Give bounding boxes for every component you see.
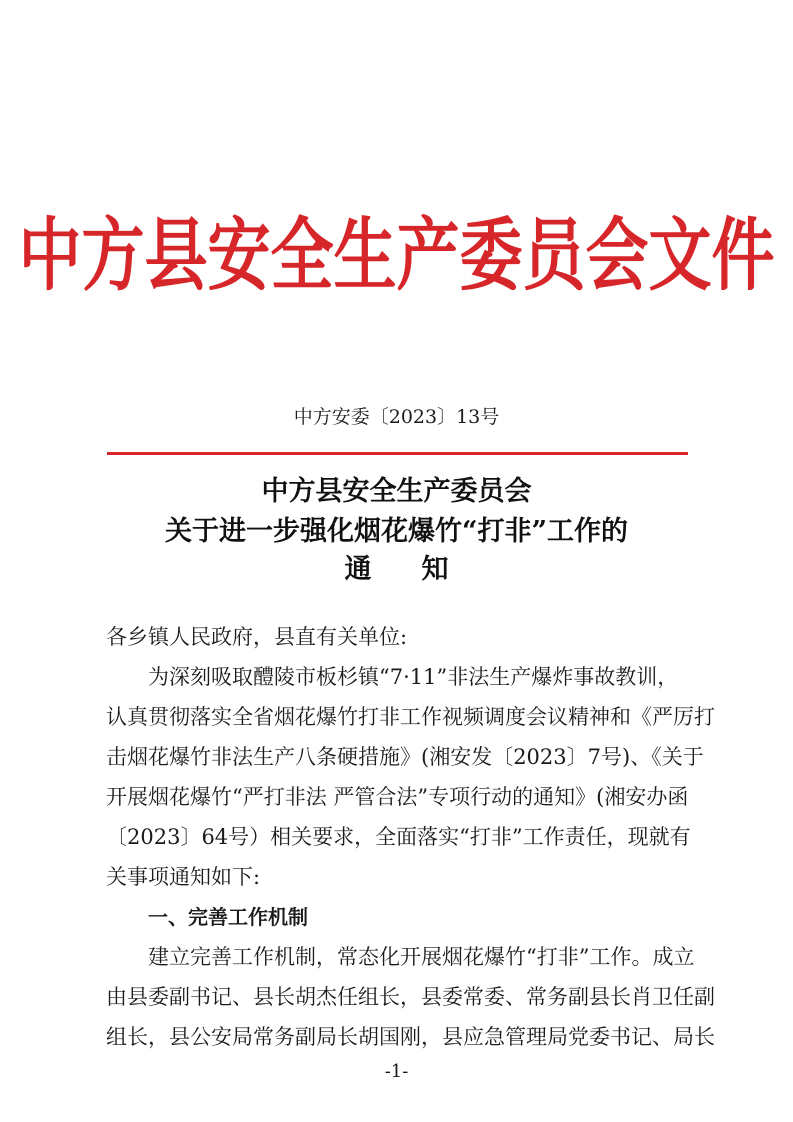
salutation: 各乡镇人民政府，县直有关单位:: [106, 625, 408, 649]
page-number: -1-: [384, 1061, 409, 1082]
red-divider-line: [107, 452, 688, 455]
paragraph-1-line-3: 击烟花爆竹非法生产八条硬措施》(湘安发〔2023〕7号)、《关于: [106, 745, 704, 769]
paragraph-1-line-5: 〔2023〕64号）相关要求，全面落实“打非”工作责任，现就有: [106, 825, 691, 849]
paragraph-1-line-1: 为深刻吸取醴陵市板杉镇“7·11”非法生产爆炸事故教训，: [148, 665, 679, 689]
document-title-line-3: [0, 552, 793, 588]
document-masthead: 中方县安全生产委员会文件: [18, 209, 775, 301]
section-1-line-2: 由县委副书记、县长胡杰任组长，县委常委、常务副县长肖卫任副: [106, 985, 715, 1009]
paragraph-1-line-2: 认真贯彻落实全省烟花爆竹打非工作视频调度会议精神和《严厉打: [106, 705, 715, 729]
section-1-line-1: 建立完善工作机制，常态化开展烟花爆竹“打非”工作。成立: [148, 945, 695, 969]
section-1-line-3: 组长，县公安局常务副局长胡国刚，县应急管理局党委书记、局长: [106, 1025, 715, 1049]
document-title-line-1: 中方县安全生产委员会: [261, 476, 532, 507]
section-1-heading: 一、完善工作机制: [148, 905, 308, 929]
document-number: 中方安委〔2023〕13号: [293, 406, 500, 428]
title-word-zhi: 知: [421, 554, 449, 585]
paragraph-1-line-4: 开展烟花爆竹“严打非法 严管合法”专项行动的通知》(湘安办函: [106, 785, 689, 809]
document-title-line-2: 关于进一步强化烟花爆竹“打非”工作的: [164, 516, 629, 547]
title-word-tong: 通: [344, 554, 372, 585]
paragraph-1-line-6: 关事项通知如下:: [106, 865, 261, 889]
